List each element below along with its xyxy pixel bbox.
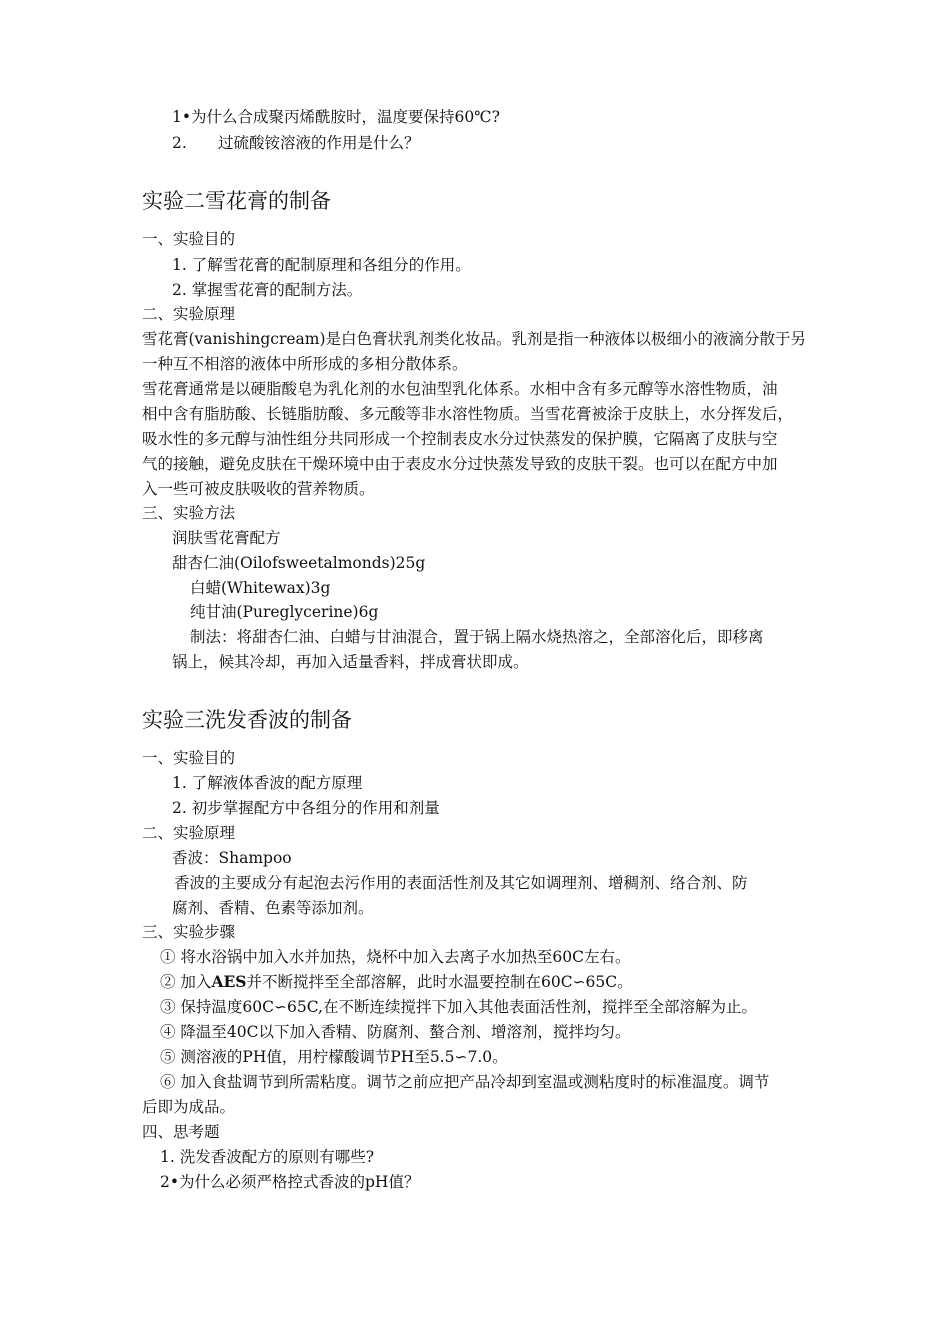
- exp2-principle-line: 一种互不相溶的液体中所形成的多相分散体系。: [142, 355, 468, 373]
- exp3-step-6-continued: 后即为成品。: [142, 1098, 236, 1116]
- exp2-principle-line: 吸水性的多元醇与油性组分共同形成一个控制表皮水分过快蒸发的保护膜，它隔离了皮肤与空: [142, 430, 778, 448]
- exp2-purpose-heading: 一、实验目的: [142, 230, 236, 248]
- exp3-step-2-prefix: ② 加入: [160, 973, 212, 991]
- exp2-ingredient: 纯甘油(Pureglycerine)6g: [190, 603, 379, 621]
- exp3-question: 1. 洗发香波配方的原则有哪些?: [160, 1148, 375, 1166]
- exp2-ingredient: 白蜡(Whitewax)3g: [190, 579, 331, 597]
- exp2-procedure-line: 锅上，候其冷却，再加入适量香料，拌成膏状即成。: [172, 653, 529, 671]
- exp2-principle-heading: 二、实验原理: [142, 305, 236, 323]
- exp3-step-4: ④ 降温至40C以下加入香精、防腐剂、螯合剂、增溶剂，搅拌均匀。: [160, 1023, 631, 1041]
- prev-question-1: 1•为什么合成聚丙烯酰胺时，温度要保持60℃?: [172, 108, 500, 126]
- exp2-procedure-line: 制法：将甜杏仁油、白蜡与甘油混合，置于锅上隔水烧热溶之，全部溶化后，即移离: [190, 628, 764, 646]
- exp3-principle-line: 香波：Shampoo: [172, 849, 292, 867]
- prev-question-2-text: 过硫酸铵溶液的作用是什么？: [218, 134, 420, 152]
- exp2-method-heading: 三、实验方法: [142, 504, 236, 522]
- exp3-principle-line: 腐剂、香精、色素等添加剂。: [172, 899, 374, 917]
- exp3-step-2-aes: AES: [211, 972, 247, 991]
- exp2-purpose-item: 1. 了解雪花膏的配制原理和各组分的作用。: [172, 256, 471, 274]
- exp3-purpose-item: 2. 初步掌握配方中各组分的作用和剂量: [172, 799, 440, 817]
- exp3-step-1: ① 将水浴锅中加入水并加热，烧杯中加入去离子水加热至60C左右。: [160, 948, 631, 966]
- exp3-principle-line: 香波的主要成分有起泡去污作用的表面活性剂及其它如调理剂、增稠剂、络合剂、防: [174, 874, 748, 892]
- exp2-purpose-item: 2. 掌握雪花膏的配制方法。: [172, 281, 363, 299]
- exp3-step-5: ⑤ 测溶液的PH值，用柠檬酸调节PH至5.5∽7.0。: [160, 1048, 508, 1066]
- exp3-step-2-suffix: 并不断搅拌至全部溶解，此时水温要控制在60C∽65C。: [246, 973, 633, 991]
- exp2-ingredient: 甜杏仁油(Oilofsweetalmonds)25g: [172, 554, 426, 572]
- exp2-principle-line: 雪花膏(vanishingcream)是白色膏状乳剂类化妆品。乳剂是指一种液体以极细小的液滴分散于另: [142, 330, 807, 348]
- exp3-step-2: [160, 972, 633, 992]
- exp3-title: 实验三洗发香波的制备: [142, 708, 352, 732]
- exp3-purpose-heading: 一、实验目的: [142, 749, 236, 767]
- exp2-principle-line: 入一些可被皮肤吸收的营养物质。: [142, 480, 375, 498]
- exp2-title: 实验二雪花膏的制备: [142, 189, 331, 213]
- exp2-principle-line: 相中含有脂肪酸、长链脂肪酸、多元酸等非水溶性物质。当雪花膏被涂于皮肤上，水分挥发后，: [142, 405, 794, 423]
- exp3-principle-heading: 二、实验原理: [142, 824, 236, 842]
- exp3-questions-heading: 四、思考题: [142, 1123, 220, 1141]
- exp3-purpose-item: 1. 了解液体香波的配方原理: [172, 774, 363, 792]
- exp3-step-6: ⑥ 加入食盐调节到所需粘度。调节之前应把产品冷却到室温或测粘度时的标准温度。调节: [160, 1073, 770, 1091]
- exp2-formula-title: 润肤雪花膏配方: [172, 529, 281, 547]
- exp2-principle-line: 气的接触，避免皮肤在干燥环境中由于表皮水分过快蒸发导致的皮肤干裂。也可以在配方中加: [142, 455, 778, 473]
- exp3-step-3: ③ 保持温度60C∽65C,在不断连续搅拌下加入其他表面活性剂，搅拌至全部溶解为止。: [160, 998, 757, 1016]
- prev-question-2-number: 2.: [172, 134, 187, 152]
- exp2-principle-line: 雪花膏通常是以硬脂酸皂为乳化剂的水包油型乳化体系。水相中含有多元醇等水溶性物质，油: [142, 380, 778, 398]
- exp3-question: 2•为什么必须严格控式香波的pH值？: [160, 1173, 420, 1191]
- exp3-steps-heading: 三、实验步骤: [142, 923, 236, 941]
